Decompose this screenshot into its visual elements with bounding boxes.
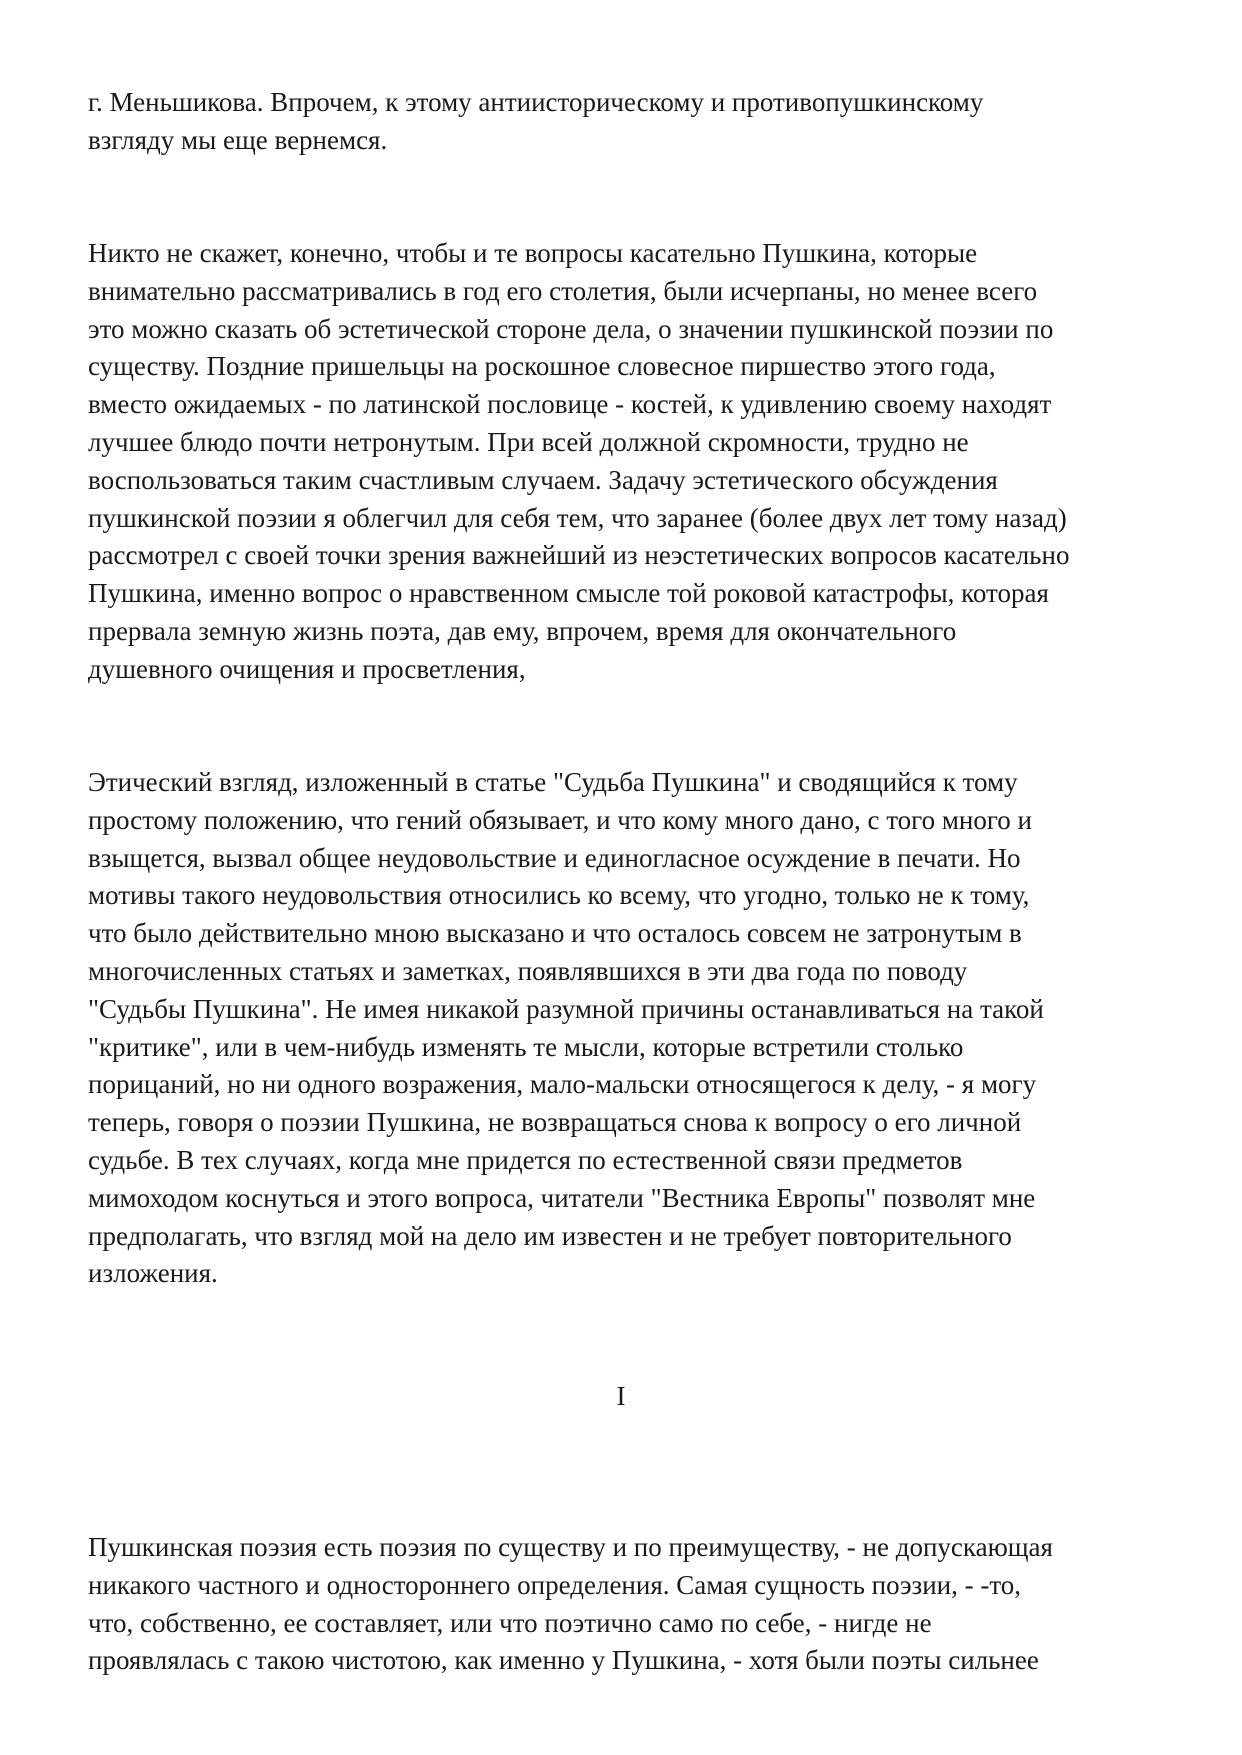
paragraph: г. Меньшикова. Впрочем, к этому антиисторическому и противопушкинскому взгляду мы еще вернемся. (88, 87, 984, 155)
paragraph: Этический взгляд, изложенный в статье "Судьба Пушкина" и сводящийся к тому простому положению, что гений обязывает, и что кому много дано, с того много и взыщется, вызвал общее неудовольствие и единогласное осуждение в печати. Но мотивы такого неудовольствия относились ко всему, что угодно, только не к тому, что было действительно мною высказано и что осталось совсем не затронутым в многочисленных статьях и заметках, появлявшихся в эти два года по поводу "Судьбы Пушкина". Не имея никакой разумной причины останавливаться на такой "критике", или в чем-нибудь изменять те мысли, которые встретили столько порицаний, но ни одного возражения, мало-мальски относящегося к делу, - я могу теперь, говоря о поэзии Пушкина, не возвращаться снова к вопросу о его личной судьбе. В тех случаях, когда мне придется по естественной связи предметов мимоходом коснуться и этого вопроса, читатели "Вестника Европы" позволят мне предполагать, что взгляд мой на дело им известен и не требует повторительного изложения. (88, 767, 1044, 1289)
paragraph: Никто не скажет, конечно, чтобы и те вопросы касательно Пушкина, которые внимательно рассматривались в год его столетия, были исчерпаны, но менее всего это можно сказать об эстетической стороне дела, о значении пушкинской поэзии по существу. Поздние пришельцы на роскошное словесное пиршество этого года, вместо ожидаемых - по латинской пословице - костей, к удивлению своему находят лучшее блюдо почти нетронутым. При всей должной скромности, трудно не воспользоваться таким счастливым случаем. Задачу эстетического обсуждения пушкинской поэзии я облегчил для себя тем, что заранее (более двух лет тому назад) рассмотрел с своей точки зрения важнейший из неэстетических вопросов касательно Пушкина, именно вопрос о нравственном смысле той роковой катастрофы, которая прервала земную жизнь поэта, дав ему, впрочем, время для окончательного душевного очищения и просветления, (88, 238, 1070, 684)
section-heading: I (616, 1381, 626, 1411)
paragraph: Пушкинская поэзия есть поэзия по существу и по преимуществу, - не допускающая никакого частного и одностороннего определения. Самая сущность поэзии, - -то, что, собственно, ее составляет, или что поэтично само по себе, - нигде не проявлялась с такою чистотою, как именно у Пушкина, - хотя были поэты сильнее (88, 1532, 1053, 1676)
